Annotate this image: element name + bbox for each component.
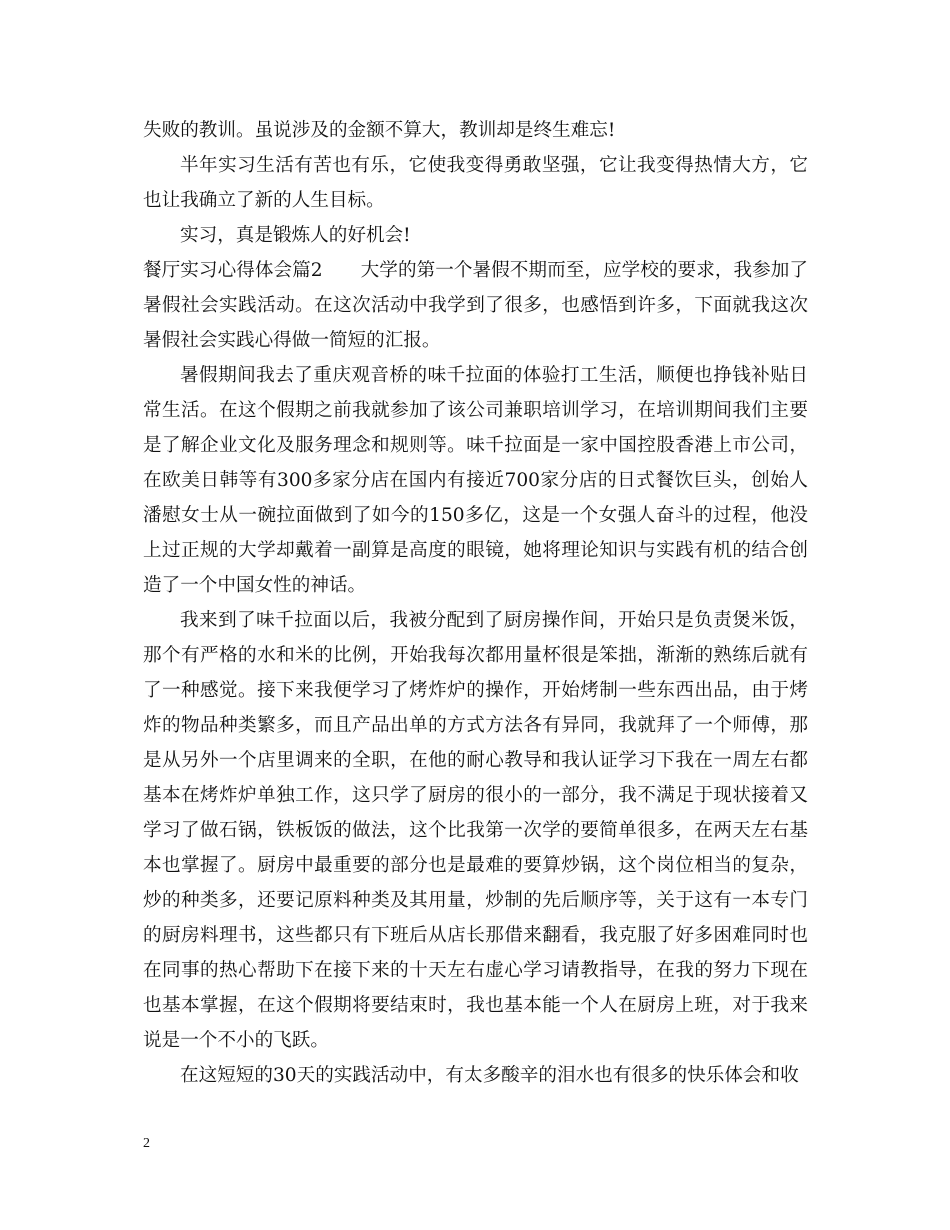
paragraph-2: 半年实习生活有苦也有乐，它使我变得勇敢坚强，它让我变得热情大方，它也让我确立了新的人生目标。 xyxy=(143,155,808,211)
section-heading: 餐厅实习心得体会篇2 xyxy=(143,260,323,281)
document-body xyxy=(143,113,808,1093)
paragraph-5: 暑假期间我去了重庆观音桥的味千拉面的体验打工生活，顺便也挣钱补贴日常生活。在这个假期之前我就参加了该公司兼职培训学习，在培训期间我们主要是了解企业文化及服务理念和规则等。味千拉面是一家中国控股香港上市公司，在欧美日韩等有300多家分店在国内有接近700家分店的日式餐饮巨头，创始人潘慰女士从一碗拉面做到了如今的150多亿，这是一个女强人奋斗的过程，他没上过正规的大学却戴着一副算是高度的眼镜，她将理论知识与实践有机的结合创造了一个中国女性的神话。 xyxy=(143,365,808,596)
page-number: 2 xyxy=(143,1136,150,1151)
paragraph-7: 在这短短的30天的实践活动中，有太多酸辛的泪水也有很多的快乐体会和收 xyxy=(180,1065,799,1086)
paragraph-1: 失败的教训。虽说涉及的金额不算大，教训却是终生难忘! xyxy=(143,120,616,141)
paragraph-4-text: 大学的第一个暑假不期而至，应学校的要求，我参加了暑假社会实践活动。在这次活动中我学到了很多，也感悟到许多，下面就我这次暑假社会实践心得做一简短的汇报。 xyxy=(143,260,808,351)
paragraph-4 xyxy=(143,253,808,358)
paragraph-3: 实习，真是锻炼人的好机会! xyxy=(180,225,411,246)
paragraph-6: 我来到了味千拉面以后，我被分配到了厨房操作间，开始只是负责煲米饭，那个有严格的水和米的比例，开始我每次都用量杯很是笨拙，渐渐的熟练后就有了一种感觉。接下来我便学习了烤炸炉的操作，开始烤制一些东西出品，由于烤炸的物品种类繁多，而且产品出单的方式方法各有异同，我就拜了一个师傅，那是从另外一个店里调来的全职，在他的耐心教导和我认证学习下我在一周左右都基本在烤炸炉单独工作，这只学了厨房的很小的一部分，我不满足于现状接着又学习了做石锅，铁板饭的做法，这个比我第一次学的要简单很多，在两天左右基本也掌握了。厨房中最重要的部分也是最难的要算炒锅，这个岗位相当的复杂，炒的种类多，还要记原料种类及其用量，炒制的先后顺序等，关于这有一本专门的厨房料理书，这些都只有下班后从店长那借来翻看，我克服了好多困难同时也在同事的热心帮助下在接下来的十天左右虚心学习请教指导，在我的努力下现在也基本掌握，在这个假期将要结束时，我也基本能一个人在厨房上班，对于我来说是一个不小的飞跃。 xyxy=(143,610,808,1051)
